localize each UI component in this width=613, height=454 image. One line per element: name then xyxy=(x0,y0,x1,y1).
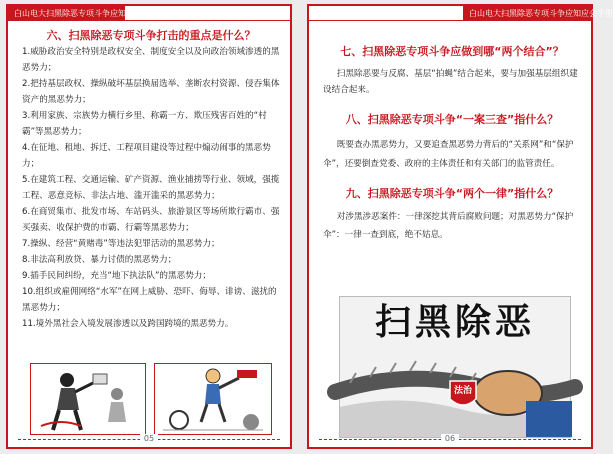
section-nine-body: 对涉黑涉恶案件：一律深挖其背后腐败问题；对黑恶势力“保护伞”：一律一查到底，绝不姑息。 xyxy=(323,212,574,240)
anti-gang-illustration xyxy=(339,296,571,438)
section-nine-title: 九、扫黑除恶专项斗争“两个一律”指什么？ xyxy=(345,187,559,200)
item-5: 5.在建筑工程、交通运输、矿产资源、渔业捕捞等行业、领域，强揽工程、恶意竞标、非法占地、滥开滥采的黑恶势力； xyxy=(22,175,280,201)
item-8: 8.非法高利放贷、暴力讨债的黑恶势力； xyxy=(22,255,177,265)
item-10: 10.组织或雇佣网络“水军”在网上威胁、恐吓、侮辱、诽谤、滋扰的黑恶势力； xyxy=(22,287,277,313)
item-3: 3.利用家族、宗族势力横行乡里、称霸一方、欺压残害百姓的“村霸”等黑恶势力； xyxy=(22,111,267,137)
item-11: 11.境外黑社会入境发展渗透以及跨国跨境的黑恶势力。 xyxy=(22,319,234,329)
left-header: 白山电大扫黑除恶专项斗争应知应会手册 xyxy=(8,6,125,21)
section-seven-body: 扫黑除恶要与反腐、基层“拍蝇”结合起来，要与加强基层组织建设结合起来。 xyxy=(323,69,578,95)
left-page xyxy=(6,4,292,449)
item-2: 2.把持基层政权、操纵破坏基层换届选举、垄断农村资源、侵吞集体资产的黑恶势力； xyxy=(22,79,280,105)
right-content xyxy=(323,44,581,244)
left-content xyxy=(22,28,280,332)
left-header-rule xyxy=(8,20,290,21)
item-1: 1.威胁政治安全特别是政权安全、制度安全以及向政治领域渗透的黑恶势力； xyxy=(22,47,280,73)
item-6: 6.在商贸集市、批发市场、车站码头、旅游景区等场所欺行霸市、强买强卖、收保护费的市霸、行霸等黑恶势力； xyxy=(22,207,280,233)
section-eight-title: 八、扫黑除恶专项斗争“一案三查”指什么？ xyxy=(345,113,559,126)
section-six-title: 六、扫黑除恶专项斗争打击的重点是什么？ xyxy=(46,29,256,42)
shield-label: 法治 xyxy=(453,386,472,396)
right-header: 白山电大扫黑除恶专项斗争应知应会手册 xyxy=(463,6,591,21)
right-page xyxy=(307,4,613,449)
section-seven-title: 七、扫黑除恶专项斗争应做到哪“两个结合”？ xyxy=(340,45,564,58)
section-eight-body: 既要查办黑恶势力，又要追查黑恶势力背后的“关系网”和“保护伞”，还要倒查党委、政府的主体责任和有关部门的监管责任。 xyxy=(323,140,574,169)
cartoon-figures-illustration xyxy=(30,363,146,435)
item-9: 9.插手民间纠纷，充当“地下执法队”的黑恶势力； xyxy=(22,271,211,281)
page-number-left: 05 xyxy=(8,434,290,443)
calligraphy-title: 扫黑除恶 xyxy=(374,301,535,343)
page-number-right: 06 xyxy=(309,434,591,443)
right-header-rule xyxy=(309,20,591,21)
item-7: 7.操纵、经营“黄赌毒”等违法犯罪活动的黑恶势力； xyxy=(22,239,220,249)
item-4: 4.在征地、租地、拆迁、工程项目建设等过程中煽动闹事的黑恶势力； xyxy=(22,143,271,169)
cartoon-scene-illustration xyxy=(154,363,272,435)
